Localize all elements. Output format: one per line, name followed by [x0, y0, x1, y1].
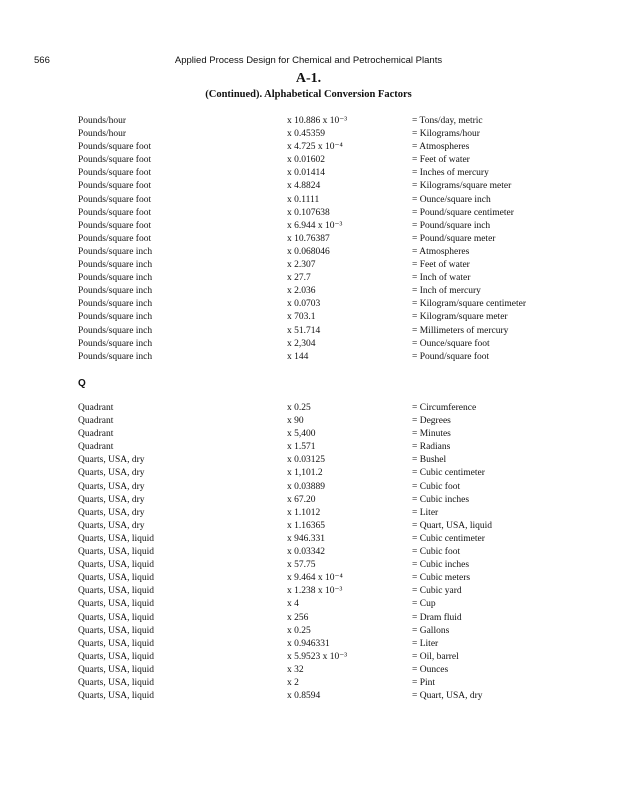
- table-row: [0, 180, 617, 193]
- table-row: [0, 651, 617, 664]
- from-unit: Pounds/square inch: [78, 260, 153, 271]
- to-unit: = Bushel: [412, 455, 447, 466]
- conversion-factor: x 5,400: [287, 429, 316, 440]
- table-row: [0, 612, 617, 625]
- to-unit: = Quart, USA, dry: [412, 691, 483, 702]
- conversion-table-q: [0, 402, 617, 703]
- from-unit: Quarts, USA, liquid: [78, 586, 154, 597]
- from-unit: Quadrant: [78, 403, 114, 413]
- table-row: [0, 154, 617, 167]
- from-unit: Pounds/square foot: [78, 155, 152, 166]
- conversion-factor: x 0.03125: [287, 455, 325, 466]
- conversion-factor: x 946.331: [287, 533, 325, 544]
- table-row: [0, 285, 617, 298]
- to-unit: = Atmospheres: [412, 246, 470, 257]
- from-unit: Quarts, USA, liquid: [78, 691, 154, 702]
- conversion-table-p: [0, 115, 617, 364]
- conversion-factor: x 90: [287, 416, 304, 427]
- table-row: [0, 664, 617, 677]
- table-row: [0, 441, 617, 454]
- table-row: [0, 572, 617, 585]
- table-row: [0, 115, 617, 128]
- conversion-factor: x 4.725 x 10⁻⁴: [287, 142, 343, 153]
- to-unit: = Liter: [412, 638, 439, 649]
- from-unit: Quarts, USA, liquid: [78, 651, 154, 662]
- conversion-factor: x 9.464 x 10⁻⁴: [287, 573, 343, 584]
- table-row: [0, 638, 617, 651]
- table-row: [0, 625, 617, 638]
- table-row: [0, 559, 617, 572]
- conversion-factor: x 0.0703: [287, 299, 321, 310]
- to-unit: = Pound/square inch: [412, 220, 491, 231]
- from-unit: Pounds/square foot: [78, 168, 152, 179]
- to-unit: = Pound/square foot: [412, 351, 490, 362]
- table-row: [0, 598, 617, 611]
- table-row: [0, 272, 617, 285]
- from-unit: Pounds/square inch: [78, 246, 153, 257]
- to-unit: = Ounces: [412, 664, 449, 675]
- to-unit: = Ounce/square foot: [412, 338, 490, 349]
- table-row: [0, 351, 617, 364]
- to-unit: = Radians: [412, 442, 451, 453]
- to-unit: = Quart, USA, liquid: [412, 520, 493, 531]
- from-unit: Quarts, USA, liquid: [78, 599, 154, 610]
- to-unit: = Inches of mercury: [412, 168, 489, 179]
- to-unit: = Gallons: [412, 625, 450, 636]
- from-unit: Pounds/square inch: [78, 351, 153, 362]
- from-unit: Quarts, USA, liquid: [78, 638, 154, 649]
- from-unit: Quadrant: [78, 416, 114, 427]
- table-row: [0, 246, 617, 259]
- table-subtitle: (Continued). Alphabetical Conversion Factors: [205, 89, 412, 100]
- table-row: [0, 533, 617, 546]
- conversion-factor: x 27.7: [287, 273, 311, 284]
- to-unit: = Feet of water: [412, 260, 470, 271]
- conversion-factor: x 0.45359: [287, 129, 325, 140]
- from-unit: Quarts, USA, dry: [78, 494, 145, 505]
- section-letter-q: Q: [78, 378, 86, 389]
- to-unit: = Tons/day, metric: [412, 116, 483, 126]
- from-unit: Quarts, USA, dry: [78, 520, 145, 531]
- conversion-factor: x 4: [287, 599, 299, 610]
- table-row: [0, 259, 617, 272]
- from-unit: Pounds/hour: [78, 129, 127, 140]
- table-row: [0, 428, 617, 441]
- from-unit: Pounds/square inch: [78, 312, 153, 323]
- to-unit: = Cubic foot: [412, 481, 461, 492]
- conversion-factor: x 1.238 x 10⁻³: [287, 586, 343, 597]
- to-unit: = Dram fluid: [412, 612, 462, 623]
- conversion-factor: x 0.068046: [287, 246, 330, 257]
- table-row: [0, 311, 617, 324]
- to-unit: = Cubic centimeter: [412, 468, 485, 479]
- from-unit: Quarts, USA, liquid: [78, 533, 154, 544]
- from-unit: Quarts, USA, liquid: [78, 664, 154, 675]
- from-unit: Quadrant: [78, 429, 114, 440]
- from-unit: Quarts, USA, dry: [78, 468, 145, 479]
- conversion-factor: x 0.25: [287, 625, 311, 636]
- table-row: [0, 298, 617, 311]
- table-row: [0, 454, 617, 467]
- table-row: [0, 402, 617, 415]
- table-row: [0, 128, 617, 141]
- conversion-factor: x 6.944 x 10⁻³: [287, 220, 343, 231]
- from-unit: Pounds/square inch: [78, 286, 153, 297]
- conversion-factor: x 2,304: [287, 338, 316, 349]
- to-unit: = Pint: [412, 677, 436, 688]
- table-title: A-1.: [295, 71, 322, 86]
- to-unit: = Kilograms/square meter: [412, 181, 512, 192]
- table-row: [0, 690, 617, 703]
- conversion-factor: x 1.1012: [287, 507, 321, 518]
- conversion-factor: x 703.1: [287, 312, 316, 323]
- table-row: [0, 677, 617, 690]
- conversion-factor: x 0.25: [287, 403, 311, 413]
- conversion-factor: x 4.8824: [287, 181, 321, 192]
- to-unit: = Kilogram/square centimeter: [412, 299, 527, 310]
- conversion-factor: x 32: [287, 664, 304, 675]
- conversion-factor: x 51.714: [287, 325, 321, 336]
- table-row: [0, 546, 617, 559]
- from-unit: Pounds/square foot: [78, 233, 152, 244]
- conversion-factor: x 0.03889: [287, 481, 325, 492]
- conversion-factor: x 256: [287, 612, 309, 623]
- to-unit: = Degrees: [412, 416, 451, 427]
- from-unit: Pounds/square foot: [78, 194, 152, 205]
- conversion-factor: x 1,101.2: [287, 468, 323, 479]
- from-unit: Quarts, USA, liquid: [78, 625, 154, 636]
- table-row: [0, 194, 617, 207]
- to-unit: = Pound/square centimeter: [412, 207, 514, 218]
- table-row: [0, 467, 617, 480]
- conversion-factor: x 0.1111: [287, 194, 320, 205]
- conversion-factor: x 2: [287, 677, 299, 688]
- page-number: 566: [34, 55, 50, 66]
- to-unit: = Cubic centimeter: [412, 533, 485, 544]
- conversion-factor: x 1.16365: [287, 520, 325, 531]
- to-unit: = Inch of mercury: [412, 286, 481, 297]
- table-row: [0, 520, 617, 533]
- from-unit: Pounds/square foot: [78, 207, 152, 218]
- table-row: [0, 481, 617, 494]
- from-unit: Quarts, USA, liquid: [78, 547, 154, 558]
- from-unit: Pounds/square foot: [78, 220, 152, 231]
- from-unit: Pounds/hour: [78, 116, 127, 126]
- conversion-factor: x 0.107638: [287, 207, 330, 218]
- conversion-factor: x 0.01602: [287, 155, 325, 166]
- table-row: [0, 585, 617, 598]
- table-row: [0, 494, 617, 507]
- from-unit: Pounds/square inch: [78, 299, 153, 310]
- to-unit: = Cubic inches: [412, 494, 470, 505]
- from-unit: Quarts, USA, liquid: [78, 560, 154, 571]
- to-unit: = Inch of water: [412, 273, 471, 284]
- conversion-factor: x 144: [287, 351, 309, 362]
- from-unit: Pounds/square inch: [78, 325, 153, 336]
- table-row: [0, 167, 617, 180]
- table-row: [0, 233, 617, 246]
- table-row: [0, 220, 617, 233]
- table-row: [0, 338, 617, 351]
- from-unit: Quarts, USA, dry: [78, 507, 145, 518]
- conversion-factor: x 0.01414: [287, 168, 325, 179]
- table-row: [0, 207, 617, 220]
- table-row: [0, 507, 617, 520]
- to-unit: = Cubic yard: [412, 586, 462, 597]
- from-unit: Quarts, USA, liquid: [78, 573, 154, 584]
- to-unit: = Kilograms/hour: [412, 129, 480, 140]
- from-unit: Pounds/square foot: [78, 142, 152, 153]
- table-row: [0, 141, 617, 154]
- to-unit: = Circumference: [412, 403, 477, 413]
- to-unit: = Millimeters of mercury: [412, 325, 509, 336]
- conversion-factor: x 10.886 x 10⁻³: [287, 116, 348, 126]
- from-unit: Quarts, USA, liquid: [78, 677, 154, 688]
- conversion-factor: x 0.946331: [287, 638, 330, 649]
- to-unit: = Oil, barrel: [412, 651, 459, 662]
- to-unit: = Cup: [412, 599, 436, 610]
- to-unit: = Atmospheres: [412, 142, 470, 153]
- running-title: Applied Process Design for Chemical and Petrochemical Plants: [174, 55, 443, 66]
- to-unit: = Liter: [412, 507, 439, 518]
- conversion-factor: x 10.76387: [287, 233, 330, 244]
- conversion-factor: x 67.20: [287, 494, 316, 505]
- conversion-factor: x 2.036: [287, 286, 316, 297]
- conversion-factor: x 5.9523 x 10⁻³: [287, 651, 348, 662]
- from-unit: Quarts, USA, dry: [78, 455, 145, 466]
- to-unit: = Feet of water: [412, 155, 470, 166]
- from-unit: Quadrant: [78, 442, 114, 453]
- conversion-factor: x 57.75: [287, 560, 316, 571]
- conversion-factor: x 1.571: [287, 442, 316, 453]
- to-unit: = Minutes: [412, 429, 451, 440]
- conversion-factor: x 0.8594: [287, 691, 321, 702]
- from-unit: Pounds/square inch: [78, 338, 153, 349]
- to-unit: = Cubic inches: [412, 560, 470, 571]
- from-unit: Quarts, USA, dry: [78, 481, 145, 492]
- table-row: [0, 415, 617, 428]
- to-unit: = Cubic foot: [412, 547, 461, 558]
- to-unit: = Ounce/square inch: [412, 194, 491, 205]
- to-unit: = Kilogram/square meter: [412, 312, 508, 323]
- conversion-factor: x 0.03342: [287, 547, 325, 558]
- to-unit: = Cubic meters: [412, 573, 471, 584]
- from-unit: Pounds/square inch: [78, 273, 153, 284]
- conversion-factor: x 2.307: [287, 260, 316, 271]
- to-unit: = Pound/square meter: [412, 233, 496, 244]
- table-row: [0, 325, 617, 338]
- from-unit: Pounds/square foot: [78, 181, 152, 192]
- from-unit: Quarts, USA, liquid: [78, 612, 154, 623]
